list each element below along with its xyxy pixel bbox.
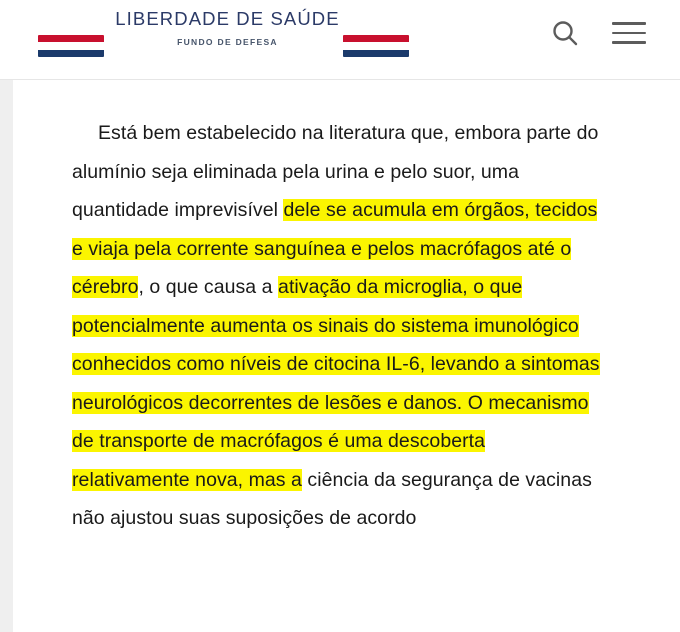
flag-emblem-left — [38, 35, 104, 57]
article-body — [0, 80, 680, 538]
hamburger-lines — [612, 22, 646, 44]
text-segment-plain-2: , o que causa a — [138, 276, 279, 298]
article-paragraph — [72, 114, 608, 538]
header-actions — [550, 18, 646, 48]
site-header — [0, 0, 680, 80]
menu-icon[interactable] — [612, 22, 646, 44]
text-segment-plain-3: ciência da segurança de vacinas não ajustou suas suposições de acordo — [72, 468, 592, 529]
flag-stripe-white — [343, 42, 409, 49]
flag-stripe-blue — [38, 50, 104, 57]
highlighted-text-2: ativação da microglia, o que potencialmente aumenta os sinais do sistema imunológico conhecidos como níveis de citocina IL-6, levando a sintomas neurológicos decorrentes de lesões e danos. O mecanismo de transporte de macrófagos é uma descoberta relativamente nova, mas a — [72, 276, 600, 491]
text-segment-plain-1: Está bem estabelecido na literatura que, embora parte do alumínio seja eliminada pela urina e pelo suor, uma quantidade imprevisível — [72, 122, 599, 221]
flag-emblem-right — [343, 35, 409, 57]
site-branding[interactable] — [105, 8, 350, 47]
flag-stripe-white — [38, 42, 104, 49]
highlighted-text-1: dele se acumula em órgãos, tecidos e viaja pela corrente sanguínea e pelos macrófagos até o cérebro — [72, 199, 598, 298]
flag-stripe-red — [343, 35, 409, 42]
search-icon[interactable] — [550, 18, 580, 48]
flag-stripe-red — [38, 35, 104, 42]
page-edge-strip — [0, 80, 13, 632]
flag-stripe-blue — [343, 50, 409, 57]
site-title: LIBERDADE DE SAÚDE — [115, 8, 340, 29]
site-subtitle: FUNDO DE DEFESA — [177, 37, 278, 47]
